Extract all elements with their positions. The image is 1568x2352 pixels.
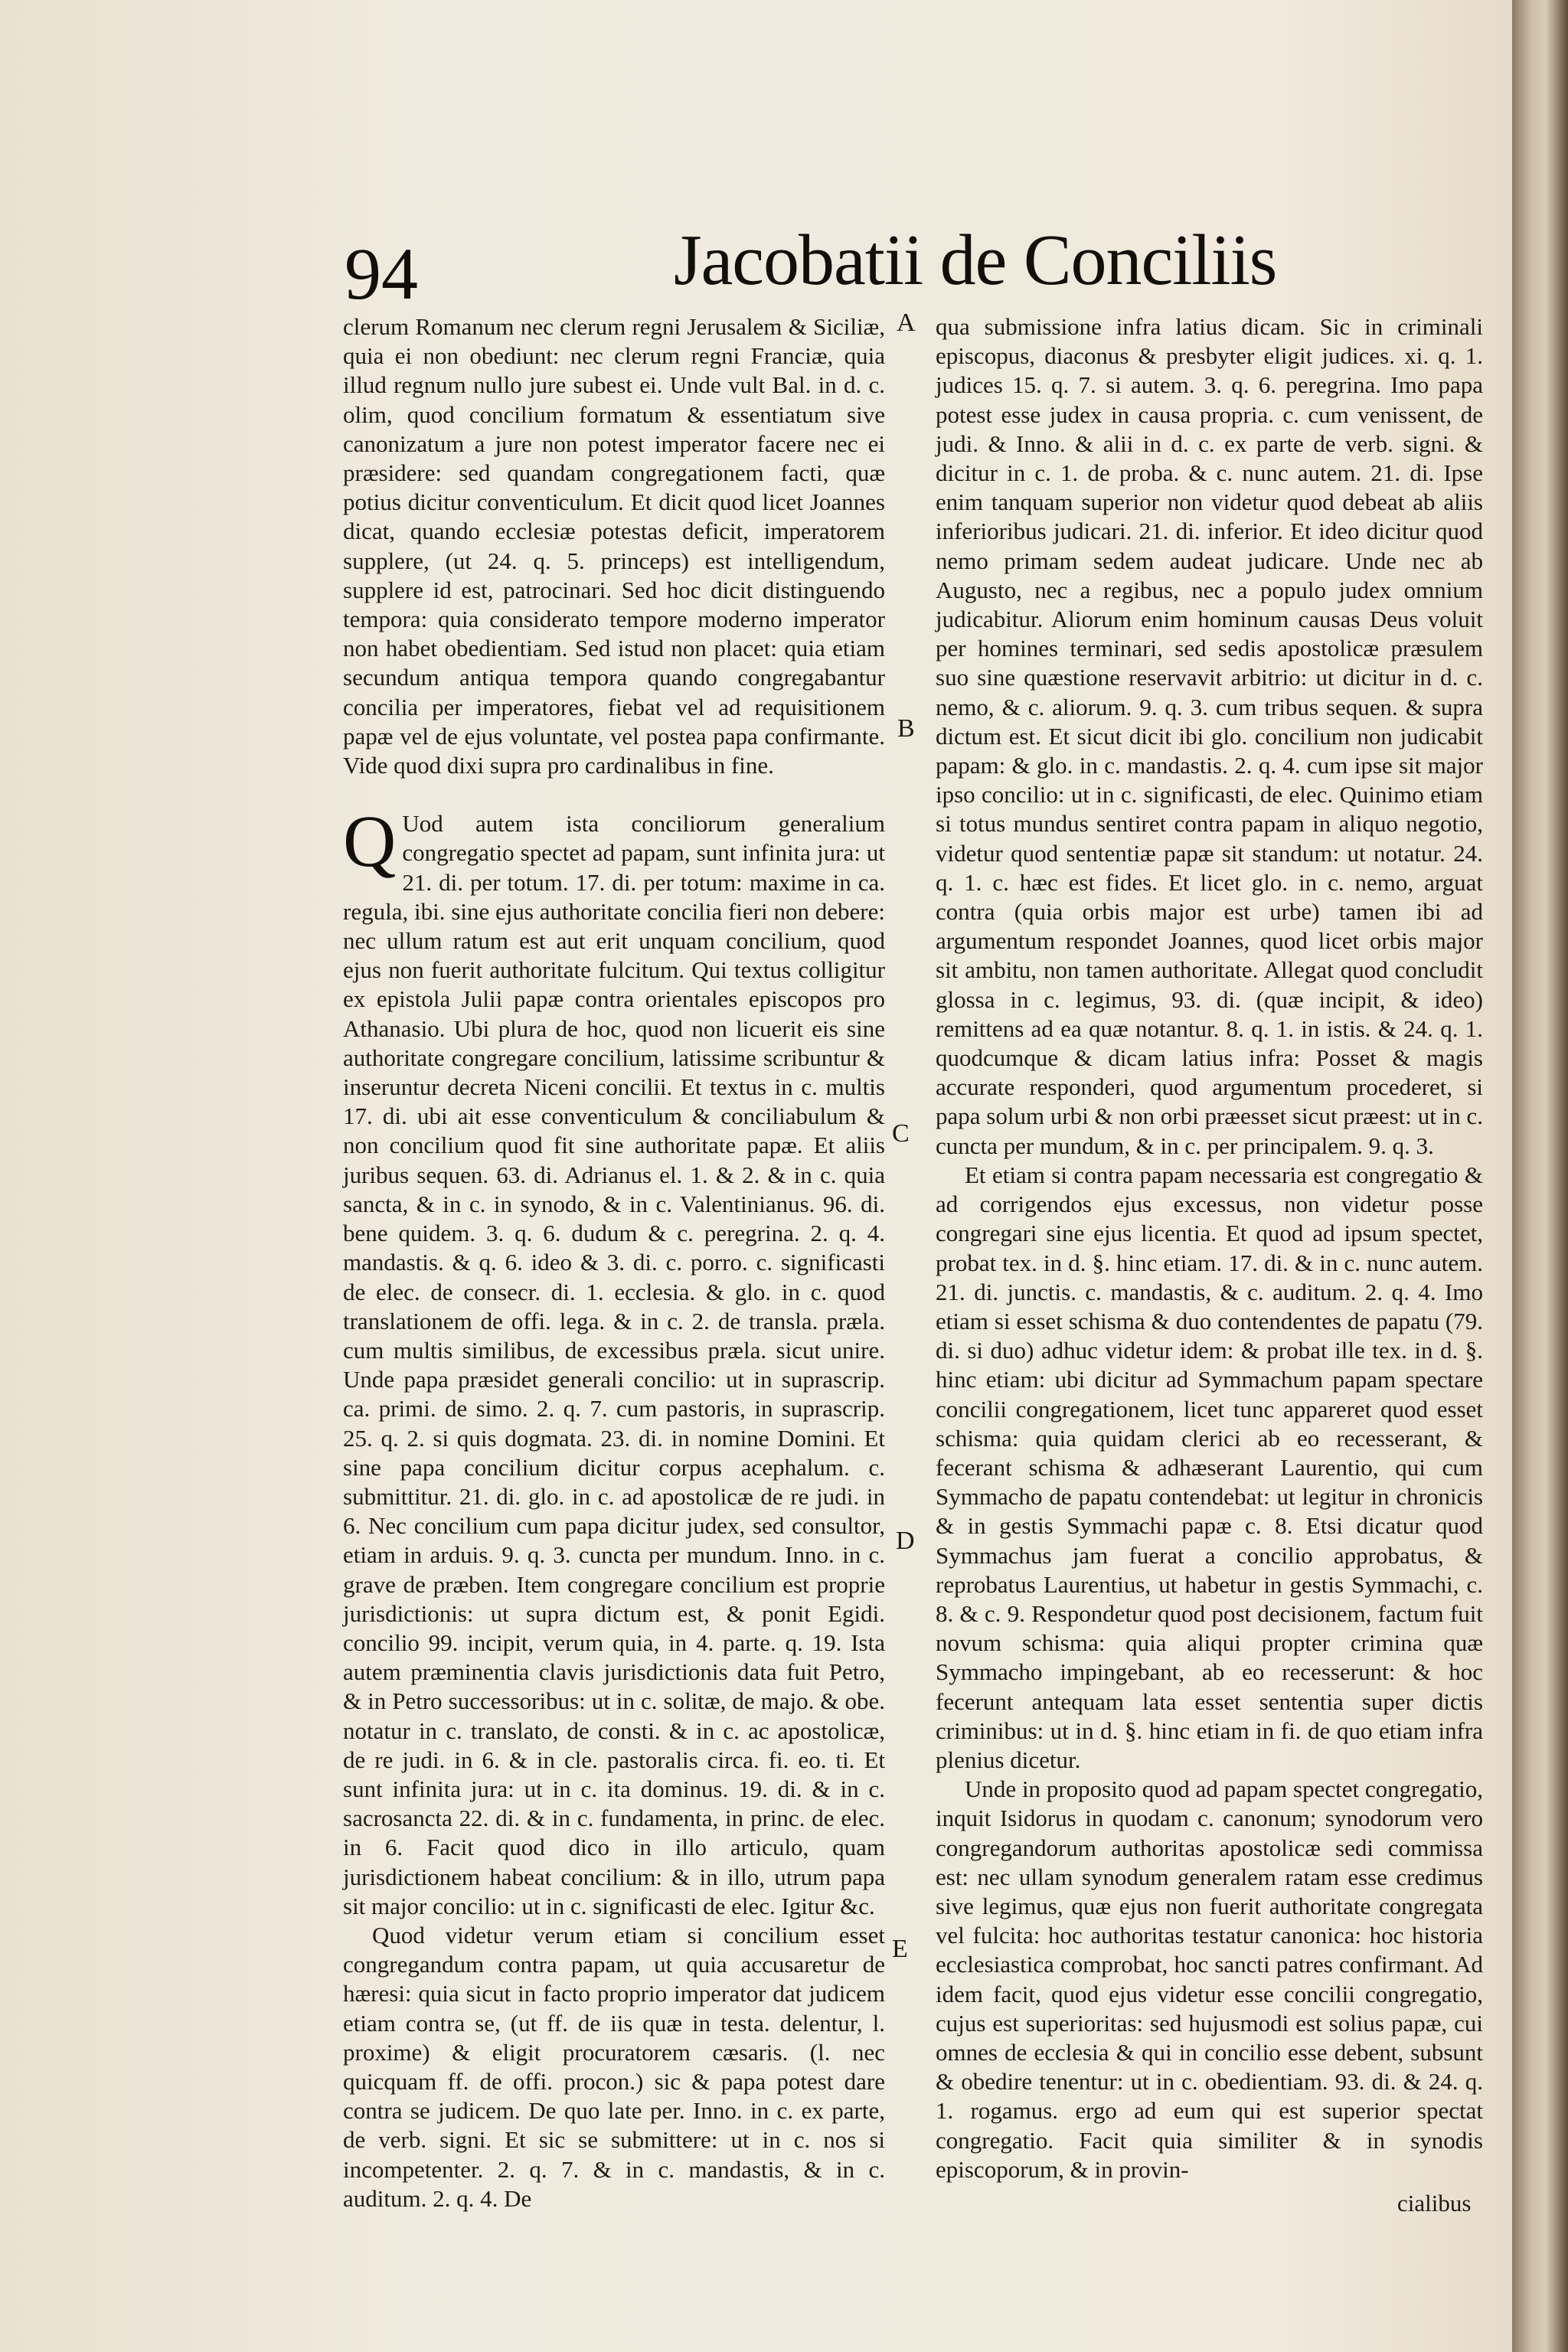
dropcap: Q [343,800,397,883]
paragraph: Unde in proposito quod ad papam spectet congregatio, inquit Isidorus in quodam c. canonum; synodorum vero congregandorum authoritas apostolicæ sedi commissa est: nec ullam synodum generalem ratam esse credimus sive legimus, quæ ejus non fuerit authoritate congregata vel fulcita: hoc authoritas testatur canonica: hoc historia ecclesiastica comprobat, hoc sancti patres confirmant. Ad idem facit, quod ejus videtur esse concilii congregatio, cujus est superioritas: sed hujusmodi est solius papæ, cui omnes de ecclesia & qui in concilio esse debent, subsunt & obedire tenentur: ut in c. obedientiam. 93. di. & 24. q. 1. rogamus. ergo ad eum qui est superior spectat congregatio. Facit quia similiter & in synodis episcoporum, & in provin- [936,1775,1483,2183]
page-number: 94 [345,233,418,315]
margin-letter-d: D [896,1527,915,1555]
paragraph-text: Uod autem ista conciliorum generalium congregatio spectet ad papam, sunt infinita jura: ut 21. di. per totum. 17. di. per totum: maxime in ca. regula, ibi. sine ejus authoritate concilia fieri non debere: nec ullum ratum est aut erit unquam concilium, quod ejus non fuerit authoritate fulcitum. Qui textus colligitur ex epistola Julii papæ contra orientales episcopos pro Athanasio. Ubi plura de hoc, quod non licuerit eis sine authoritate congregare concilium, latissime scribuntur & inseruntur decreta Niceni concilii. Et textus in c. multis 17. di. ubi ait esse conventiculum & conciliabulum & non concilium quod fit sine authoritate papæ. Et aliis juribus sequen. 63. di. Adrianus el. 1. & 2. & in c. quia sancta, & in c. in synodo, & in c. Valentinianus. 96. di. bene quidem. 3. q. 6. dudum & c. peregrina. 2. q. 4. mandastis. & q. 6. ideo & 3. di. c. porro. c. significasti de elec. de consecr. di. 1. ecclesia. & glo. in c. quod translationem de offi. lega. & in c. 2. de transla. præla. cum multis similibus, de excessibus præla. sicut unire. Unde papa præsidet generali concilio: ut in suprascrip. ca. primi. de simo. 2. q. 7. cum pastoris, in suprascrip. 25. q. 2. si quis dogmata. 23. di. in nomine Domini. Et sine papa concilium dicitur corpus acephalum. c. submittitur. 21. di. glo. in c. ad apostolicæ de re judi. in 6. Nec concilium cum papa dicitur judex, sed consultor, etiam in arduis. 9. q. 3. cuncta per mundum. Inno. in c. grave de præben. Item congregare concilium est proprie jurisdictionis: ut supra dictum est, & ponit Egidi. concilio 99. incipit, verum quia, in 4. parte. q. 19. Ista autem præminentia clavis jurisdictionis data fuit Petro, & in Petro successoribus: ut in c. solitæ, de majo. & obe. notatur in c. translato, de consti. & in c. ac apostolicæ, de re judi. in 6. & in cle. pastoralis circa. fi. eo. ti. Et sunt infinita jura: ut in c. ita dominus. 19. di. & in c. sacrosancta 22. di. & in c. fundamenta, in princ. de elec. in 6. Facit quod dico in illo articulo, quam jurisdictionem habeat concilium: & in illo, utrum papa sit major concilio: ut in c. significasti de elec. Igitur &c. [343,810,885,1919]
paragraph-with-dropcap [343,800,885,1921]
paragraph: Et etiam si contra papam necessaria est congregatio & ad corrigendos ejus excessus, non videtur posse congregari sine ejus licentia. Et quod ad ipsum spectet, probat tex. in d. §. hinc etiam. 17. di. & in c. nunc autem. 21. di. junctis. c. mandastis, & c. auditum. 2. q. 4. Imo etiam si esset schisma & duo contendentes de papatu (79. di. si duo) adhuc videtur idem: & probat ille tex. in d. §. hinc etiam: ubi dicitur ad Symmachum papam spectare concilii congregationem, licet tunc appareret quod esset schisma: quia quidam clerici ab eo recesserant, & fecerant schisma & adhæserant Laurentio, qui cum Symmacho de papatu contendebat: ut legitur in chronicis & in gestis Symmachi papæ c. 8. Etsi dicatur quod Symmachus jam fuerat a concilio approbatus, & reprobatus Laurentius, ut habetur in gestis Symmachi, c. 8. & c. 9. Respondetur quod post decisionem, factum fuit novum schisma: quia aliqui propter crimina quæ Symmacho impingebant, ab eo recesserunt: & hoc fecerunt antequam lata esset sententia super dictis criminibus: ut in d. §. hinc etiam in fi. de quo etiam infra plenius dicetur. [936,1161,1483,1773]
book-gutter [1512,0,1568,2352]
margin-letter-a: A [897,309,916,337]
running-title: Jacobatii de Conciliis [674,220,1277,300]
right-column [936,312,1483,2184]
paragraph: clerum Romanum nec clerum regni Jerusalem & Siciliæ, quia ei non obediunt: nec clerum regni Franciæ, quia illud regnum nullo jure subest ei. Unde vult Bal. in d. c. olim, quod concilium formatum & essentiatum sive canonizatum a jure non potest imperator facere nec ei præsidere: sed quandam congregationem facti, quæ potius dicitur conventiculum. Et dicit quod licet Joannes dicat, quando ecclesiæ potestas deficit, imperatorem supplere, (ut 24. q. 5. princeps) est intelligendum, supplere id est, patrocinari. Sed hoc dicit distinguendo tempora: quia considerato tempore moderno imperator non habet obedientiam. Sed istud non placet: quia etiam secundum antiqua tempora quando congregabantur concilia per imperatores, fiebat vel ad requisitionem papæ vel de ejus voluntate, vel postea papa confirmante. Vide quod dixi supra pro cardinalibus in fine. [343,313,885,779]
margin-letter-c: C [892,1119,910,1148]
paragraph: qua submissione infra latius dicam. Sic in criminali episcopus, diaconus & presbyter eligit judices. xi. q. 1. judices 15. q. 7. si autem. 3. q. 6. peregrina. Imo papa potest esse judex in causa propria. c. cum venissent, de judi. & Inno. & alii in d. c. ex parte de verb. signi. & dicitur in c. 1. de proba. & c. nunc autem. 21. di. Ipse enim tanquam superior non videtur quod debeat ab aliis inferioribus judicari. 21. di. inferior. Et ideo dicitur quod nemo primam sedem audeat judicare. Unde nec ab Augusto, nec a regibus, nec a populo judex omnium judicabitur. Aliorum enim hominum causas Deus voluit per homines terminari, sed sedis apostolicæ præsulem suo sine quæstione reservavit arbitrio: ut dicitur in d. c. nemo, & c. aliorum. 9. q. 3. cum tribus sequen. & supra dictum est. Et sicut dicit ibi glo. concilium non judicabit papam: & glo. in c. mandastis. 2. q. 4. cum ipse sit major ipso concilio: ut in c. significasti, de elec. Quinimo etiam si totus mundus sentiret contra papam in aliquo negotio, videtur quod sententiæ papæ sit standum: ut notatur. 24. q. 1. c. hæc est fides. Et licet glo. in c. nemo, arguat contra (quia orbis major est urbe) tamen ibi ad argumentum respondet Joannes, quod licet orbis major sit ambitu, non tamen authoritate. Allegat quod concludit glossa in c. legimus, 93. di. (quæ incipit, & ideo) remittens ad ea quæ notantur. 8. q. 1. in istis. & 24. q. 1. quodcumque & dicam latius infra: Posset & magis accurate responderi, quod argumentum procederet, si papa solum urbi & non orbi præesset sicut præest: ut in c. cuncta per mundum, & in c. per principalem. 9. q. 3. [936,313,1483,1159]
margin-letter-b: B [897,714,915,743]
catchword: cialibus [1397,2190,1472,2216]
margin-letter-e: E [892,1935,908,1963]
paragraph: Quod videtur verum etiam si concilium esset congregandum contra papam, ut quia accusaretur de hæresi: quia sicut in facto proprio imperator dat judicem etiam contra se, (ut ff. de iis quæ in testa. delentur, l. proxime) & eligit procuratorem cæsaris. (l. nec quicquam ff. de offi. procon.) sic & papa potest dare contra se judicem. De quo late per. Inno. in c. ex parte, de verb. signi. Et sic se submittere: ut in c. nos si incompetenter. 2. q. 7. & in c. mandastis, & in c. auditum. 2. q. 4. De [343,1921,885,2212]
left-column [343,312,885,2213]
